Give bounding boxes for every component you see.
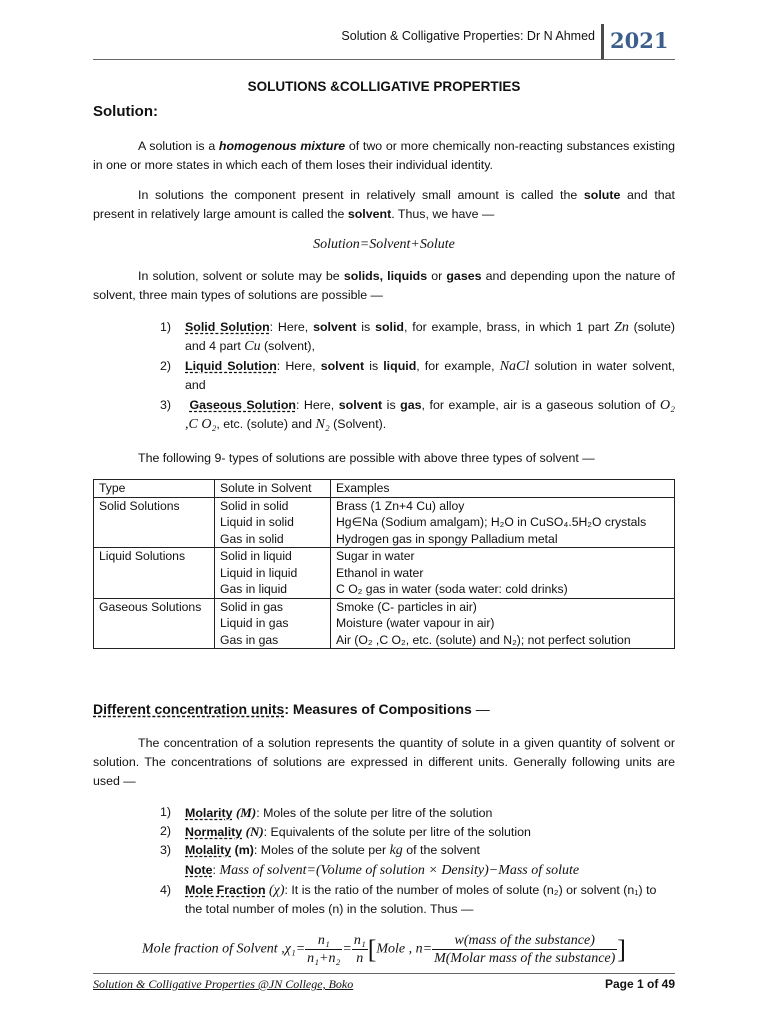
equation-solution: Solution=Solvent+Solute [313, 237, 455, 252]
page-title: SOLUTIONS &COLLIGATIVE PROPERTIES [247, 79, 521, 94]
note-mass-of-solvent: Note: Mass of solvent=(Volume of solution × Density)−Mass of solute [185, 863, 580, 878]
table-cell-solutes: Solid in gas Liquid in gas Gas in gas [215, 598, 331, 649]
list-item-mole-fraction: 4) Mole Fraction (χ): It is the ratio of the number of moles of solute (n₂) or solvent (n₁) to the total number of moles (n) in the solution. Thus — [160, 883, 657, 916]
paragraph-definition: A solution is a homogenous mixture of two or more chemically non-reacting substances existing in one or more states in which each of them loses their individual identity. [93, 139, 675, 172]
list-item-molality: 3) Molality (m): Moles of the solute per kg of the solvent [160, 843, 480, 858]
table-cell-type: Liquid Solutions [94, 548, 215, 599]
table-cell-examples: Brass (1 Zn+4 Cu) alloy Hg∈Na (Sodium amalgam); H₂O in CuSO₄.5H₂O crystals Hydrogen gas in spongy Palladium metal [331, 497, 675, 548]
header-year: 2021 [610, 28, 669, 53]
section-heading-solution: Solution: [93, 103, 158, 120]
list-item-gaseous-solution: 3) Gaseous Solution: Here, solvent is gas, for example, air is a gaseous solution of O₂ ,C O₂, etc. (solute) and N₂ (Solvent). [160, 398, 675, 432]
table-row [94, 548, 675, 599]
page-footer [93, 977, 675, 992]
list-item-liquid-solution: 2) Liquid Solution: Here, solvent is liquid, for example, NaCl solution in water solvent, and [160, 359, 675, 392]
table-cell-type: Gaseous Solutions [94, 598, 215, 649]
header-title: Solution & Colligative Properties: Dr N Ahmed [341, 29, 595, 43]
table-row [94, 598, 675, 649]
paragraph-types-intro: In solution, solvent or solute may be solids, liquids or gases and depending upon the nature of solvent, three main types of solutions are possible — [93, 269, 675, 302]
solution-types-table [93, 479, 675, 649]
table-header-cell: Examples [331, 480, 675, 498]
list-item-molarity: 1) Molarity (M): Moles of the solute per litre of the solution [160, 805, 493, 820]
paragraph-concentration: The concentration of a solution represents the quantity of solute in a given quantity of solvent or solution. The concentrations of solutions are expressed in different units. Generally following units are used — [93, 736, 675, 788]
table-cell-examples: Sugar in water Ethanol in water C O₂ gas in water (soda water: cold drinks) [331, 548, 675, 599]
list-item-normality: 2) Normality (N): Equivalents of the solute per litre of the solution [160, 824, 531, 839]
footer-left: Solution & Colligative Properties @JN College, Boko [93, 977, 354, 991]
table-intro: The following 9- types of solutions are possible with above three types of solvent — [138, 451, 595, 465]
table-row [94, 497, 675, 548]
paragraph-solute-solvent: In solutions the component present in relatively small amount is called the solute and that present in relatively large amount is called the solvent. Thus, we have — [93, 188, 675, 221]
footer-rule [93, 973, 675, 974]
table-cell-type: Solid Solutions [94, 497, 215, 548]
section-heading-concentration: Different concentration units: Measures of Compositions — [93, 701, 490, 717]
table-header-cell: Type [94, 480, 215, 498]
header-rule [93, 59, 675, 60]
list-item-solid-solution: 1) Solid Solution: Here, solvent is solid, for example, brass, in which 1 part Zn (solute) and 4 part Cu (solvent), [160, 320, 675, 354]
table-header-row [94, 480, 675, 498]
header-divider [601, 24, 604, 60]
table-cell-solutes: Solid in liquid Liquid in liquid Gas in liquid [215, 548, 331, 599]
table-cell-examples: Smoke (C- particles in air) Moisture (water vapour in air) Air (O₂ ,C O₂, etc. (solute) and N₂); not perfect solution [331, 598, 675, 649]
equation-mole-fraction: Mole fraction of Solvent ,χ₁= $\frac{\text{n₁}}{\text{n₁+n₂}}$ = $\frac{\text{n₁}}{n}$ [Mole , n= $\frac{\text{w(mass of the substance)}}{\text{M(Molar mass of the substance)}}$ ] [142, 933, 626, 966]
table-cell-solutes: Solid in solid Liquid in solid Gas in solid [215, 497, 331, 548]
table-header-cell: Solute in Solvent [215, 480, 331, 498]
page-number: Page 1 of 49 [604, 977, 675, 991]
